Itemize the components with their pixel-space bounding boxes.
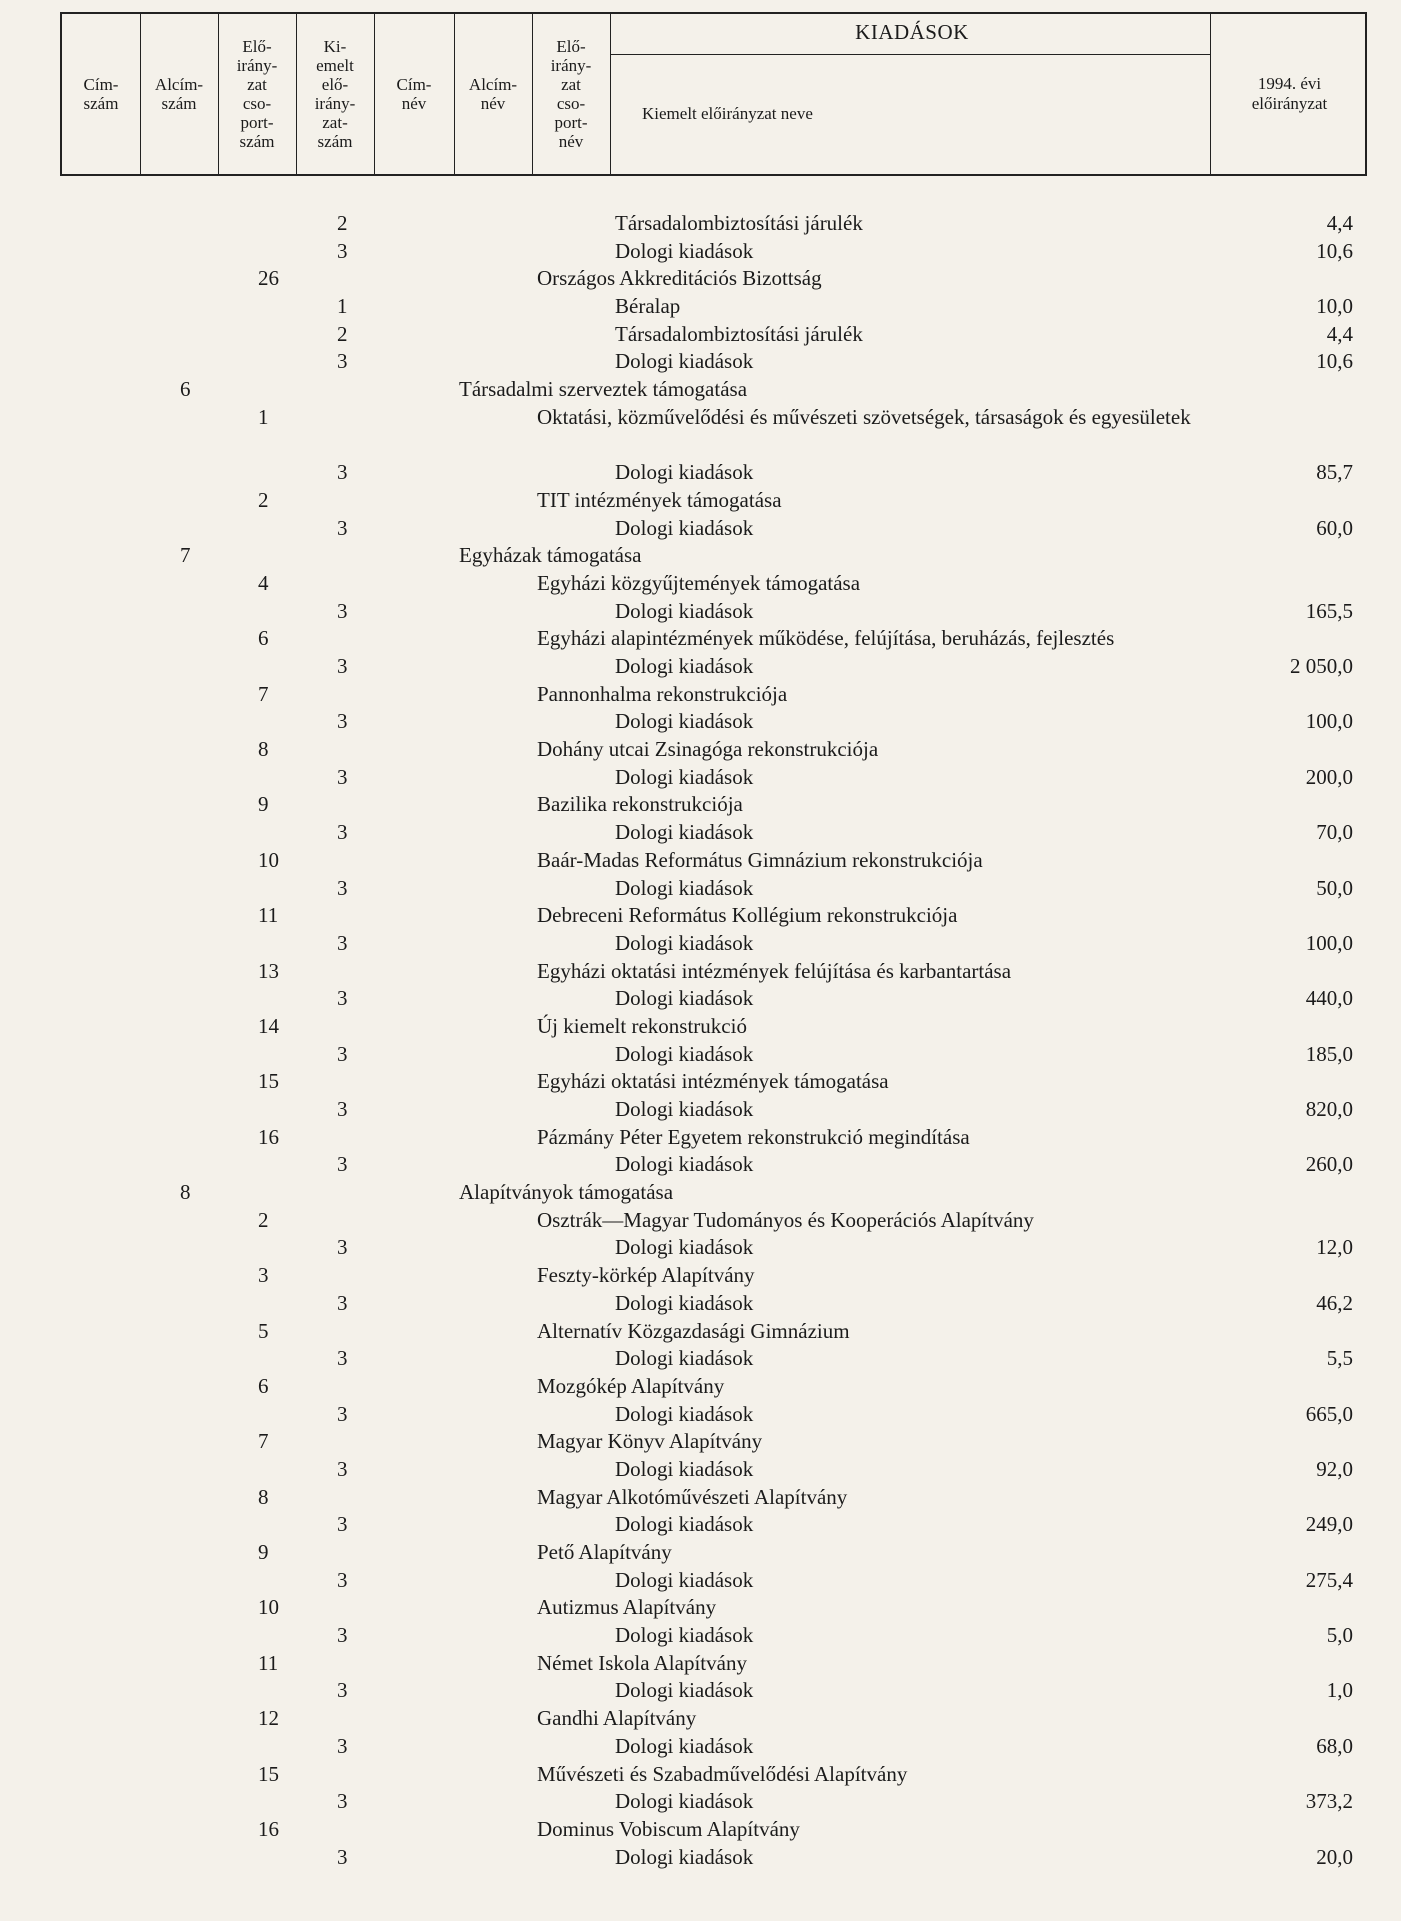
table-row: 11 Debreceni Református Kollégium rekonstrukciója bbox=[0, 902, 1401, 930]
table-row: 2 Társadalombiztosítási járulék 4,4 bbox=[0, 321, 1401, 349]
table-row: 3 Dologi kiadások 373,2 bbox=[0, 1788, 1401, 1816]
row-amount: 85,7 bbox=[1316, 460, 1353, 485]
table-row: 3 Dologi kiadások 2 050,0 bbox=[0, 653, 1401, 681]
row-name: Dologi kiadások bbox=[615, 1789, 754, 1814]
table-row: 4 Egyházi közgyűjtemények támogatása bbox=[0, 570, 1401, 598]
table-row: 3 Dologi kiadások 260,0 bbox=[0, 1151, 1401, 1179]
table-row: 9 Pető Alapítvány bbox=[0, 1539, 1401, 1567]
row-amount: 1,0 bbox=[1326, 1678, 1353, 1703]
row-name: Feszty-körkép Alapítvány bbox=[537, 1263, 755, 1288]
table-row: 3 Dologi kiadások 665,0 bbox=[0, 1401, 1401, 1429]
table-row: 6 Egyházi alapintézmények működése, felújítása, beruházás, fejlesztés bbox=[0, 625, 1401, 653]
row-name: Dologi kiadások bbox=[615, 764, 754, 789]
row-name: Dologi kiadások bbox=[615, 709, 754, 734]
header-alcim-szam: Alcím- szám bbox=[154, 75, 204, 113]
row-amount: 2 050,0 bbox=[1290, 654, 1353, 679]
row-name: Dologi kiadások bbox=[615, 349, 754, 374]
row-name: Dologi kiadások bbox=[615, 875, 754, 900]
row-amount: 20,0 bbox=[1316, 1844, 1353, 1869]
table-row: 3 Dologi kiadások 85,7 bbox=[0, 459, 1401, 487]
row-name: Magyar Alkotóművészeti Alapítvány bbox=[537, 1484, 848, 1509]
header-kiemelt-eloiranyzat-szam: Ki- emelt elő- irány- zat- szám bbox=[314, 37, 356, 151]
row-name: Társadalombiztosítási járulék bbox=[615, 211, 863, 235]
table-body bbox=[0, 210, 1401, 1871]
row-amount: 10,6 bbox=[1316, 238, 1353, 263]
row-name: Dohány utcai Zsinagóga rekonstrukciója bbox=[537, 737, 879, 762]
row-name: Országos Akkreditációs Bizottság bbox=[537, 266, 822, 291]
row-name: Dologi kiadások bbox=[615, 1235, 754, 1260]
row-name: Dologi kiadások bbox=[615, 930, 754, 955]
row-name: Dologi kiadások bbox=[615, 1290, 754, 1315]
header-eloiranyzat-csoport-szam: Elő- irány- zat cso- port- szám bbox=[236, 37, 278, 151]
table-row: 3 Dologi kiadások 46,2 bbox=[0, 1290, 1401, 1318]
table-row: 8 Dohány utcai Zsinagóga rekonstrukciója bbox=[0, 736, 1401, 764]
row-name: Dologi kiadások bbox=[615, 598, 754, 623]
table-row: 3 Dologi kiadások 100,0 bbox=[0, 708, 1401, 736]
row-name: Dologi kiadások bbox=[615, 1678, 754, 1703]
table-row: 3 Dologi kiadások 5,0 bbox=[0, 1622, 1401, 1650]
header-evi-eloiranyzat: 1994. évi előirányzat bbox=[1251, 74, 1328, 113]
row-name: Dologi kiadások bbox=[615, 1097, 754, 1122]
table-row: 3 Dologi kiadások 1,0 bbox=[0, 1677, 1401, 1705]
table-row: 6 Mozgókép Alapítvány bbox=[0, 1373, 1401, 1401]
table-row: 14 Új kiemelt rekonstrukció bbox=[0, 1013, 1401, 1041]
table-row: 3 Dologi kiadások 185,0 bbox=[0, 1041, 1401, 1069]
row-amount: 373,2 bbox=[1305, 1789, 1353, 1814]
table-row: 2 Osztrák—Magyar Tudományos és Kooperációs Alapítvány bbox=[0, 1207, 1401, 1235]
row-amount: 100,0 bbox=[1305, 709, 1353, 734]
table-row: 8 Magyar Alkotóművészeti Alapítvány bbox=[0, 1484, 1401, 1512]
row-name: Mozgókép Alapítvány bbox=[537, 1373, 725, 1398]
row-name: Egyházi oktatási intézmények támogatása bbox=[537, 1069, 889, 1094]
table-row: 26 Országos Akkreditációs Bizottság bbox=[0, 265, 1401, 293]
row-name: Művészeti és Szabadművelődési Alapítvány bbox=[537, 1761, 908, 1786]
table-row: 3 Dologi kiadások 165,5 bbox=[0, 598, 1401, 626]
table-row: 10 Baár-Madas Református Gimnázium rekonstrukciója bbox=[0, 847, 1401, 875]
table-row: 7 Pannonhalma rekonstrukciója bbox=[0, 681, 1401, 709]
row-name: Dominus Vobiscum Alapítvány bbox=[537, 1816, 800, 1841]
row-name: Alternatív Közgazdasági Gimnázium bbox=[537, 1318, 850, 1343]
row-name: Béralap bbox=[615, 294, 681, 319]
table-row: 1 Béralap 10,0 bbox=[0, 293, 1401, 321]
table-row: 3 Dologi kiadások 100,0 bbox=[0, 930, 1401, 958]
header-kiadasok: KIADÁSOK bbox=[855, 20, 969, 44]
table-row: 3 Dologi kiadások 10,6 bbox=[0, 238, 1401, 266]
header-cim-nev: Cím- név bbox=[396, 75, 432, 113]
row-name: Dologi kiadások bbox=[615, 1844, 754, 1869]
row-name: Dologi kiadások bbox=[615, 1567, 754, 1592]
table-header bbox=[60, 12, 1367, 176]
row-name: Dologi kiadások bbox=[615, 1456, 754, 1481]
row-amount: 820,0 bbox=[1305, 1097, 1353, 1122]
row-amount: 5,0 bbox=[1326, 1623, 1353, 1648]
table-row: 3 Dologi kiadások 249,0 bbox=[0, 1511, 1401, 1539]
row-amount: 70,0 bbox=[1316, 820, 1353, 845]
row-amount: 5,5 bbox=[1326, 1346, 1353, 1371]
row-name: Dologi kiadások bbox=[615, 1623, 754, 1648]
table-row: 15 Egyházi oktatási intézmények támogatása bbox=[0, 1068, 1401, 1096]
table-row: 3 Dologi kiadások 10,6 bbox=[0, 348, 1401, 376]
table-row: 12 Gandhi Alapítvány bbox=[0, 1705, 1401, 1733]
table-row: 6 Társadalmi szerveztek támogatása bbox=[0, 376, 1401, 404]
row-amount: 200,0 bbox=[1305, 764, 1353, 789]
table-row: 3 Dologi kiadások 440,0 bbox=[0, 985, 1401, 1013]
row-amount: 440,0 bbox=[1305, 986, 1353, 1011]
row-name: Alapítványok támogatása bbox=[459, 1180, 674, 1205]
row-name: Pázmány Péter Egyetem rekonstrukció megindítása bbox=[537, 1124, 970, 1149]
row-amount: 4,4 bbox=[1326, 211, 1353, 235]
table-row: 3 Dologi kiadások 50,0 bbox=[0, 875, 1401, 903]
table-row: 16 Dominus Vobiscum Alapítvány bbox=[0, 1816, 1401, 1844]
table-row: 7 Magyar Könyv Alapítvány bbox=[0, 1428, 1401, 1456]
row-name: Osztrák—Magyar Tudományos és Kooperációs Alapítvány bbox=[537, 1207, 1034, 1232]
row-name: Egyházi közgyűjtemények támogatása bbox=[537, 570, 861, 595]
row-name: Egyházi oktatási intézmények felújítása és karbantartása bbox=[537, 958, 1012, 983]
row-name: Egyházak támogatása bbox=[459, 543, 642, 568]
row-name: Magyar Könyv Alapítvány bbox=[537, 1429, 763, 1454]
table-row: 3 Feszty-körkép Alapítvány bbox=[0, 1262, 1401, 1290]
table-row: 2 Társadalombiztosítási járulék 4,4 bbox=[0, 210, 1401, 238]
row-name: Oktatási, közművelődési és művészeti szövetségek, társaságok és egyesületek bbox=[537, 404, 1191, 429]
table-row: 3 Dologi kiadások 5,5 bbox=[0, 1345, 1401, 1373]
row-name: Társadalombiztosítási járulék bbox=[615, 321, 863, 346]
row-name: Új kiemelt rekonstrukció bbox=[537, 1013, 747, 1038]
row-amount: 68,0 bbox=[1316, 1733, 1353, 1758]
header-cim-szam: Cím- szám bbox=[83, 75, 119, 113]
row-name: Gandhi Alapítvány bbox=[537, 1706, 697, 1731]
row-name: Dologi kiadások bbox=[615, 1041, 754, 1066]
row-amount: 100,0 bbox=[1305, 930, 1353, 955]
row-name: Dologi kiadások bbox=[615, 1401, 754, 1426]
row-name: Dologi kiadások bbox=[615, 654, 754, 679]
table-row: 3 Dologi kiadások 20,0 bbox=[0, 1844, 1401, 1872]
table-row: 1 Oktatási, közművelődési és művészeti szövetségek, társaságok és egyesületek bbox=[0, 404, 1401, 459]
table-row: 15 Művészeti és Szabadművelődési Alapítvány bbox=[0, 1761, 1401, 1789]
table-row: 7 Egyházak támogatása bbox=[0, 542, 1401, 570]
table-row: 3 Dologi kiadások 68,0 bbox=[0, 1733, 1401, 1761]
table-row: 16 Pázmány Péter Egyetem rekonstrukció megindítása bbox=[0, 1124, 1401, 1152]
row-name: Pannonhalma rekonstrukciója bbox=[537, 681, 788, 706]
row-name: Debreceni Református Kollégium rekonstrukciója bbox=[537, 903, 958, 928]
table-row: 3 Dologi kiadások 200,0 bbox=[0, 764, 1401, 792]
row-name: Dologi kiadások bbox=[615, 1346, 754, 1371]
row-amount: 249,0 bbox=[1305, 1512, 1353, 1537]
row-amount: 165,5 bbox=[1305, 598, 1353, 623]
table-row: 11 Német Iskola Alapítvány bbox=[0, 1650, 1401, 1678]
table-row: 3 Dologi kiadások 60,0 bbox=[0, 515, 1401, 543]
row-amount: 60,0 bbox=[1316, 515, 1353, 540]
row-name: Egyházi alapintézmények működése, felújítása, beruházás, fejlesztés bbox=[537, 626, 1115, 651]
table-row: 10 Autizmus Alapítvány bbox=[0, 1594, 1401, 1622]
row-name: Bazilika rekonstrukciója bbox=[537, 792, 743, 817]
table-row: 2 TIT intézmények támogatása bbox=[0, 487, 1401, 515]
row-amount: 10,6 bbox=[1316, 349, 1353, 374]
row-name: Dologi kiadások bbox=[615, 820, 754, 845]
row-amount: 10,0 bbox=[1316, 294, 1353, 319]
row-amount: 46,2 bbox=[1316, 1290, 1353, 1315]
row-amount: 4,4 bbox=[1326, 321, 1353, 346]
row-name: TIT intézmények támogatása bbox=[537, 487, 782, 512]
row-name: Dologi kiadások bbox=[615, 460, 754, 485]
row-amount: 185,0 bbox=[1305, 1041, 1353, 1066]
table-row: 13 Egyházi oktatási intézmények felújítása és karbantartása bbox=[0, 958, 1401, 986]
row-name: Dologi kiadások bbox=[615, 238, 754, 263]
row-name: Dologi kiadások bbox=[615, 515, 754, 540]
row-name: Dologi kiadások bbox=[615, 1152, 754, 1177]
table-row: 9 Bazilika rekonstrukciója bbox=[0, 791, 1401, 819]
header-alcim-nev: Alcím- név bbox=[468, 75, 518, 113]
row-amount: 12,0 bbox=[1316, 1235, 1353, 1260]
row-name: Autizmus Alapítvány bbox=[537, 1595, 717, 1620]
table-row: 3 Dologi kiadások 820,0 bbox=[0, 1096, 1401, 1124]
row-name: Dologi kiadások bbox=[615, 986, 754, 1011]
row-amount: 92,0 bbox=[1316, 1456, 1353, 1481]
row-name: Társadalmi szerveztek támogatása bbox=[459, 377, 748, 402]
row-name: Német Iskola Alapítvány bbox=[537, 1650, 747, 1675]
row-name: Dologi kiadások bbox=[615, 1512, 754, 1537]
header-eloiranyzat-csoport-nev: Elő- irány- zat cso- port- név bbox=[550, 37, 592, 151]
row-name: Pető Alapítvány bbox=[537, 1540, 672, 1565]
row-name: Dologi kiadások bbox=[615, 1733, 754, 1758]
header-kiemelt-eloiranyzat-neve: Kiemelt előirányzat neve bbox=[642, 104, 813, 123]
table-row: 3 Dologi kiadások 12,0 bbox=[0, 1234, 1401, 1262]
table-row: 3 Dologi kiadások 70,0 bbox=[0, 819, 1401, 847]
row-amount: 665,0 bbox=[1305, 1401, 1353, 1426]
table-row: 8 Alapítványok támogatása bbox=[0, 1179, 1401, 1207]
table-row: 5 Alternatív Közgazdasági Gimnázium bbox=[0, 1318, 1401, 1346]
table-row: 3 Dologi kiadások 92,0 bbox=[0, 1456, 1401, 1484]
row-amount: 50,0 bbox=[1316, 875, 1353, 900]
row-amount: 260,0 bbox=[1305, 1152, 1353, 1177]
row-name: Baár-Madas Református Gimnázium rekonstrukciója bbox=[537, 847, 983, 872]
row-amount: 275,4 bbox=[1305, 1567, 1353, 1592]
table-row: 3 Dologi kiadások 275,4 bbox=[0, 1567, 1401, 1595]
